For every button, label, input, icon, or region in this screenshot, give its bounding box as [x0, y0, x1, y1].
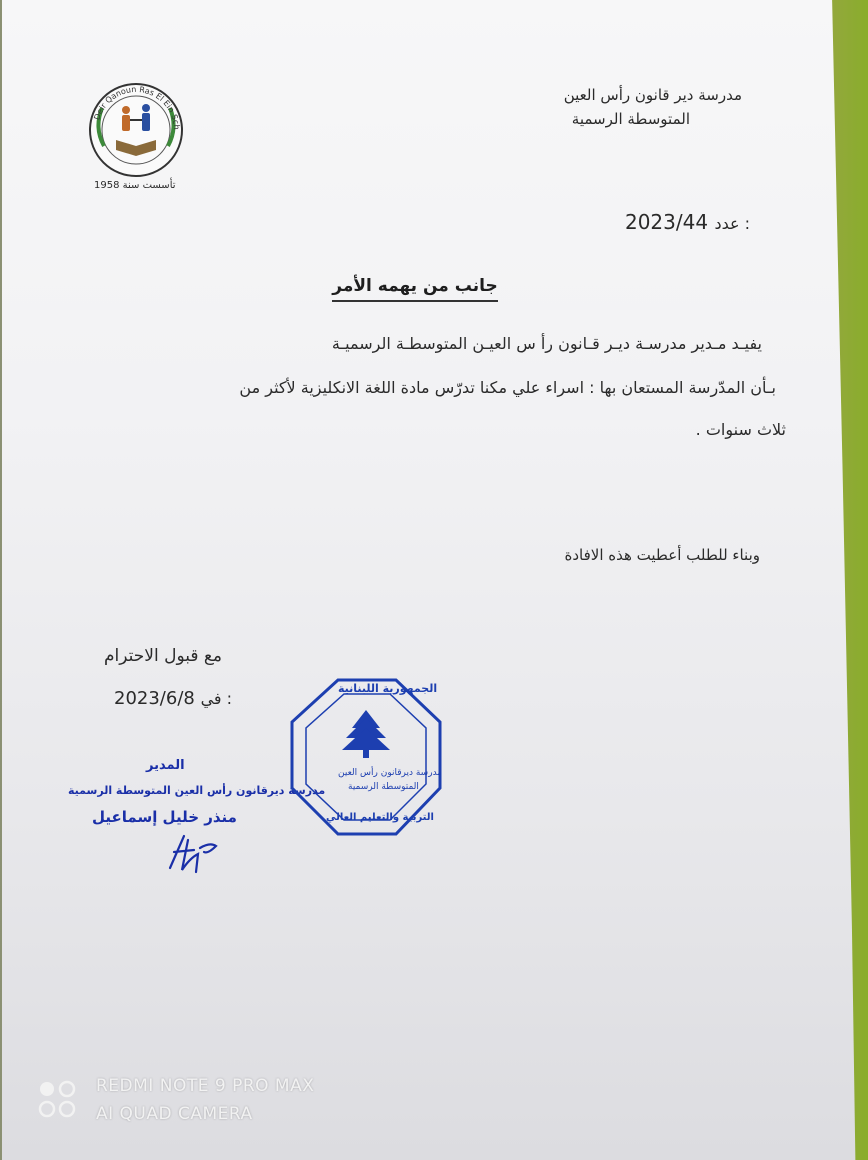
- reference-label: عدد :: [714, 214, 750, 233]
- logo-ring-text: Deir Qanoun Ras El Ein Sch: [92, 84, 182, 130]
- school-logo: [80, 80, 192, 192]
- stamp-outer-text: الجمهورية اللبنانية: [338, 682, 438, 695]
- camera-logo-icon: [36, 1078, 80, 1122]
- stamp-inner-line2: المتوسطة الرسمية: [348, 782, 419, 792]
- reference-number: [625, 210, 750, 234]
- date-label: في :: [200, 689, 233, 708]
- stamp-bottom-text: التربية والتعليم العالي: [326, 812, 434, 823]
- camera-model: REDMI NOTE 9 PRO MAX: [96, 1076, 315, 1096]
- handwritten-signature: [160, 828, 230, 876]
- date-value: 2023/6/8: [114, 688, 195, 709]
- logo-founded: تأسست سنة 1958: [94, 180, 176, 191]
- reference-value: 2023/44: [624, 210, 709, 234]
- body-line-1: يفيـد مـدير مدرسـة ديـر قـانون رأ س العيـن المتوسطـة الرسميـة: [331, 334, 762, 353]
- official-stamp: [286, 676, 446, 840]
- cedar-icon: [342, 710, 390, 758]
- document-title: جانب من يهمه الأمر: [332, 276, 498, 296]
- school-name-line1: مدرسة دير قانون رأس العين: [563, 86, 742, 104]
- signature-name: منذر خليل إسماعيل: [92, 808, 237, 826]
- date-line: [114, 688, 232, 709]
- regards: مع قبول الاحترام: [104, 646, 223, 666]
- signature-school: مدرسة ديرقانون رأس العين المتوسطة الرسمية: [68, 784, 326, 797]
- body-line-2: بـأن المدّرسة المستعان بها : اسراء علي مكنا تدرّس مادة اللغة الانكليزية لأكثر من: [239, 378, 776, 397]
- school-name-line2: المتوسطة الرسمية: [571, 110, 690, 128]
- camera-type: AI QUAD CAMERA: [96, 1104, 253, 1124]
- title-underline: [332, 300, 498, 302]
- stamp-inner-line1: مدرسة ديرقانون رأس العين: [338, 768, 443, 778]
- closing-request: وبناء للطلب أعطيت هذه الافادة: [564, 546, 760, 564]
- body-line-3: ثلاث سنوات .: [695, 420, 786, 439]
- school-logo-icon: [80, 80, 192, 192]
- signature-title: المدير: [146, 758, 185, 773]
